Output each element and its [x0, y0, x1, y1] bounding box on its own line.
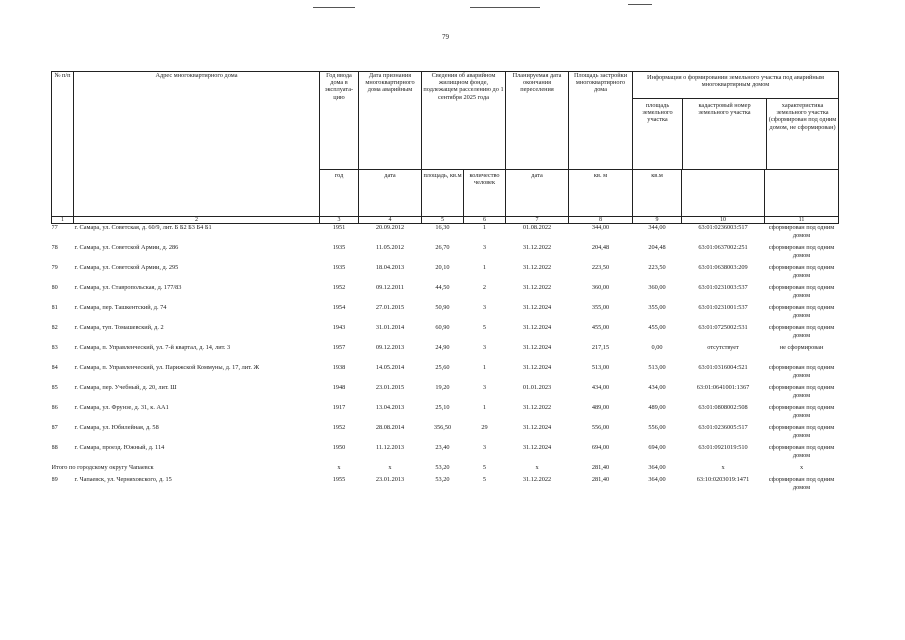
row-land-char: сформирован под одним домом: [768, 224, 835, 239]
table-row: [52, 344, 839, 364]
table-row: [52, 304, 839, 324]
row-address: г. Самара, п. Управленческий, ул. Парижской Коммуны, д. 17, лит. Ж: [74, 364, 260, 371]
row-building-area: 513,00: [591, 364, 610, 371]
row-building-area: 434,00: [591, 384, 610, 391]
col-index: 7: [506, 217, 569, 224]
col-cadastral-header: кадастровый номер земельного участка: [683, 99, 767, 169]
unit-land-char: [765, 170, 839, 217]
col-index: 4: [359, 217, 422, 224]
unit-plan-date: дата: [506, 170, 569, 217]
row-emergency-date: 28.08.2014: [375, 424, 405, 431]
row-address: г. Самара, ул. Советской Армии, д. 295: [74, 264, 179, 271]
row-address: г. Самара, ул. Ставропольская, д. 177/83: [74, 284, 182, 291]
row-land-char: сформирован под одним домом: [768, 424, 835, 439]
col-plan-date-header: Планируемая дата окончания переселения: [506, 72, 569, 170]
row-address: г. Самара, проезд. Южный, д. 114: [74, 444, 165, 451]
row-land-area: 694,00: [648, 444, 666, 451]
row-land-area: 455,00: [648, 324, 666, 331]
total-area: 53,20: [435, 464, 450, 471]
row-emergency-date: 13.04.2013: [375, 404, 405, 411]
total-char: х: [799, 464, 804, 471]
table-row: [52, 364, 839, 384]
row-number: 87: [51, 424, 58, 431]
table-header: [52, 72, 839, 224]
col-fund-header: Сведения об аварийном жилищном фонде, подлежащем расселению до 1 сентября 2025 года: [422, 72, 506, 170]
row-plan-date: 31.12.2024: [522, 344, 552, 351]
table-body: [52, 224, 839, 497]
row-building-area: 344,00: [591, 224, 610, 231]
col-index: 5: [422, 217, 464, 224]
row-year: 1954: [332, 304, 346, 311]
col-index: 3: [320, 217, 359, 224]
row-cadastral: 63:01:0725002:531: [698, 324, 748, 331]
row-cadastral: 63:01:0921019:510: [698, 444, 748, 451]
table-row: [52, 284, 839, 304]
row-area: 53,20: [435, 476, 450, 483]
unit-cadastral: [682, 170, 765, 217]
row-area: 19,20: [435, 384, 450, 391]
total-row: [52, 464, 839, 476]
row-emergency-date: 09.12.2013: [375, 344, 405, 351]
row-address: г. Самара, ул. Фрунзе, д. 31, к. АА1: [74, 404, 169, 411]
row-people: 3: [482, 444, 487, 451]
scan-mark: [628, 4, 652, 5]
row-cadastral: 63:01:0236005:517: [698, 424, 748, 431]
row-address: г. Самара, ул. Юбилейная, д. 58: [74, 424, 159, 431]
row-address: г. Самара, туп. Томашевский, д. 2: [74, 324, 164, 331]
row-building-area: 204,48: [591, 244, 610, 251]
row-area: 25,10: [435, 404, 450, 411]
row-land-area: 513,00: [648, 364, 666, 371]
row-number: 77: [51, 224, 58, 231]
row-building-area: 489,00: [591, 404, 610, 411]
total-year: х: [337, 464, 341, 471]
row-land-char: сформирован под одним домом: [768, 264, 835, 279]
col-address-header: Адрес многоквартирного дома: [74, 72, 320, 217]
row-land-char: сформирован под одним домом: [768, 476, 835, 491]
row-year: 1917: [332, 404, 346, 411]
row-plan-date: 31.12.2024: [522, 304, 552, 311]
row-land-char: сформирован под одним домом: [768, 404, 835, 419]
col-land-area-header: площадь земельного участка: [633, 99, 683, 169]
row-people: 3: [482, 244, 487, 251]
row-plan-date: 01.08.2022: [522, 224, 552, 231]
row-address: г. Самара, ул. Советской Армии, д. 286: [74, 244, 179, 251]
row-emergency-date: 23.01.2013: [375, 476, 405, 483]
unit-land-area: кв.м: [633, 170, 682, 217]
row-land-char: не сформирован: [779, 344, 824, 351]
row-people: 3: [482, 344, 487, 351]
col-index: 8: [569, 217, 633, 224]
row-area: 16,30: [435, 224, 450, 231]
row-year: 1952: [332, 424, 346, 431]
row-number: 80: [51, 284, 58, 291]
row-land-area: 355,00: [648, 304, 666, 311]
row-plan-date: 31.12.2024: [522, 324, 552, 331]
row-area: 44,50: [435, 284, 450, 291]
total-date: х: [388, 464, 392, 471]
col-index: 11: [765, 217, 839, 224]
row-plan-date: 31.12.2022: [522, 476, 552, 483]
row-people: 1: [482, 364, 487, 371]
table-row: [52, 224, 839, 245]
row-land-area: 489,00: [648, 404, 666, 411]
table-row: [52, 444, 839, 464]
row-building-area: 223,50: [591, 264, 610, 271]
row-building-area: 281,40: [591, 476, 610, 483]
row-people: 1: [482, 224, 487, 231]
row-land-char: сформирован под одним домом: [768, 304, 835, 319]
row-land-char: сформирован под одним домом: [768, 244, 835, 259]
row-number: 78: [51, 244, 58, 251]
row-cadastral: 63:01:0638003:209: [698, 264, 748, 271]
row-number: 81: [51, 304, 58, 311]
row-plan-date: 31.12.2024: [522, 424, 552, 431]
row-land-area: 204,48: [648, 244, 666, 251]
row-building-area: 360,00: [591, 284, 610, 291]
row-cadastral: 63:10:0203019:1471: [696, 476, 750, 483]
row-people: 1: [482, 404, 487, 411]
row-people: 3: [482, 384, 487, 391]
unit-people: количество человек: [464, 170, 506, 217]
col-index: 6: [464, 217, 506, 224]
row-cadastral: 63:01:0637002:251: [698, 244, 748, 251]
row-address: г. Самара, пер. Ташкентский, д. 74: [74, 304, 167, 311]
row-cadastral: 63:01:0236003:517: [698, 224, 748, 231]
row-year: 1935: [332, 264, 346, 271]
row-emergency-date: 09.12.2011: [375, 284, 405, 291]
row-land-area: 223,50: [648, 264, 666, 271]
col-land-info-header: [633, 72, 839, 170]
row-cadastral: 63:01:0316004:521: [698, 364, 748, 371]
row-area: 24,90: [435, 344, 450, 351]
row-year: 1952: [332, 284, 346, 291]
row-area: 60,90: [435, 324, 450, 331]
row-emergency-date: 11.05.2012: [375, 244, 405, 251]
row-land-char: сформирован под одним домом: [768, 444, 835, 459]
row-plan-date: 31.12.2024: [522, 364, 552, 371]
row-area: 356,50: [433, 424, 452, 431]
row-land-char: сформирован под одним домом: [768, 384, 835, 399]
row-people: 5: [482, 324, 487, 331]
row-address: г. Самара, п. Управленческий, ул. 7-й квартал, д. 14, лит. 3: [74, 344, 231, 351]
row-year: 1948: [332, 384, 346, 391]
row-year: 1935: [332, 244, 346, 251]
table-row: [52, 424, 839, 444]
row-building-area: 355,00: [591, 304, 610, 311]
row-land-area: 556,00: [648, 424, 666, 431]
col-land-char-header: характеристика земельного участка (сформирован под одним домом, не сформирован): [768, 102, 837, 131]
row-land-char: сформирован под одним домом: [768, 324, 835, 339]
unit-year: год: [320, 170, 359, 217]
table-row: [52, 244, 839, 264]
unit-area: площадь, кв.м: [422, 170, 464, 217]
table-row: [52, 324, 839, 344]
col-index: 10: [682, 217, 765, 224]
page-number: 79: [442, 33, 449, 41]
row-year: 1943: [332, 324, 346, 331]
table-row: [52, 384, 839, 404]
row-land-area: 344,00: [648, 224, 666, 231]
row-land-area: 434,00: [648, 384, 666, 391]
table-row: [52, 404, 839, 424]
row-number: 89: [51, 476, 58, 483]
row-cadastral: отсутствует: [707, 344, 739, 351]
row-number: 79: [51, 264, 58, 271]
total-plan: х: [535, 464, 539, 471]
row-year: 1951: [332, 224, 346, 231]
row-emergency-date: 11.12.2013: [375, 444, 405, 451]
total-cad: х: [721, 464, 725, 471]
row-building-area: 217,15: [591, 344, 610, 351]
col-emergency-date-header: Дата признания многоквартирного дома аварийным: [359, 72, 422, 170]
row-number: 84: [51, 364, 58, 371]
row-plan-date: 01.01.2023: [522, 384, 552, 391]
row-land-char: сформирован под одним домом: [768, 284, 835, 299]
col-number-header: № п/п: [52, 72, 74, 217]
scan-mark: [313, 7, 355, 8]
row-emergency-date: 14.05.2014: [375, 364, 405, 371]
row-people: 5: [482, 476, 487, 483]
row-people: 3: [482, 304, 487, 311]
row-emergency-date: 31.01.2014: [375, 324, 405, 331]
row-cadastral: 63:01:0231003:537: [698, 284, 748, 291]
scan-mark: [470, 7, 540, 8]
row-emergency-date: 23.01.2015: [375, 384, 405, 391]
row-number: 88: [51, 444, 58, 451]
row-plan-date: 31.12.2022: [522, 244, 552, 251]
row-area: 23,40: [435, 444, 450, 451]
row-year: 1957: [332, 344, 346, 351]
col-index: 9: [633, 217, 682, 224]
resettlement-table: [51, 71, 839, 496]
row-land-area: 364,00: [648, 476, 666, 483]
col-index: 1: [52, 217, 74, 224]
table-row: [52, 264, 839, 284]
row-plan-date: 31.12.2022: [522, 264, 552, 271]
row-number: 85: [51, 384, 58, 391]
row-area: 25,60: [435, 364, 450, 371]
total-people: 5: [482, 464, 487, 471]
row-emergency-date: 20.09.2012: [375, 224, 405, 231]
row-people: 2: [482, 284, 487, 291]
row-address: г. Чапаевск, ул. Черняховского, д. 15: [74, 476, 172, 483]
row-area: 20,10: [435, 264, 450, 271]
row-emergency-date: 27.01.2015: [375, 304, 405, 311]
row-land-area: 0,00: [651, 344, 663, 351]
row-land-area: 360,00: [648, 284, 666, 291]
unit-date: дата: [359, 170, 422, 217]
col-year-header: Год ввода дома в эксплуата-цию: [320, 72, 359, 170]
total-build: 281,40: [591, 464, 610, 471]
row-address: г. Самара, ул. Советская, д. 60/9, лит. Б Б2 Б3 Б4 Б1: [74, 224, 212, 231]
row-area: 26,70: [435, 244, 450, 251]
row-cadastral: 63:01:0641001:1367: [696, 384, 750, 391]
row-cadastral: 63:01:0231001:537: [698, 304, 748, 311]
land-info-subheaders: [633, 99, 838, 169]
table-row: [52, 476, 839, 496]
row-plan-date: 31.12.2022: [522, 404, 552, 411]
land-info-title: Информация о формировании земельного участка под аварийным многоквартирным домом: [633, 72, 838, 99]
row-emergency-date: 18.04.2013: [375, 264, 405, 271]
row-plan-date: 31.12.2022: [522, 284, 552, 291]
row-year: 1938: [332, 364, 346, 371]
total-label: Итого по городскому округу Чапаевск: [51, 464, 154, 471]
row-building-area: 455,00: [591, 324, 610, 331]
row-area: 50,90: [435, 304, 450, 311]
col-index: 2: [74, 217, 320, 224]
row-number: 82: [51, 324, 58, 331]
row-address: г. Самара, пер. Учебный, д. 20, лит. Ш: [74, 384, 177, 391]
row-number: 86: [51, 404, 58, 411]
row-people: 29: [481, 424, 488, 431]
row-cadastral: 63:01:0808002:508: [698, 404, 748, 411]
row-people: 1: [482, 264, 487, 271]
row-building-area: 556,00: [591, 424, 610, 431]
col-building-area-header: Площадь застройки многоквартирного дома: [569, 72, 633, 170]
row-year: 1950: [332, 444, 346, 451]
row-plan-date: 31.12.2024: [522, 444, 552, 451]
unit-building-area: кв. м: [569, 170, 633, 217]
row-year: 1955: [332, 476, 346, 483]
row-number: 83: [51, 344, 58, 351]
row-land-char: сформирован под одним домом: [768, 364, 835, 379]
row-building-area: 694,00: [591, 444, 610, 451]
total-land: 364,00: [648, 464, 666, 471]
